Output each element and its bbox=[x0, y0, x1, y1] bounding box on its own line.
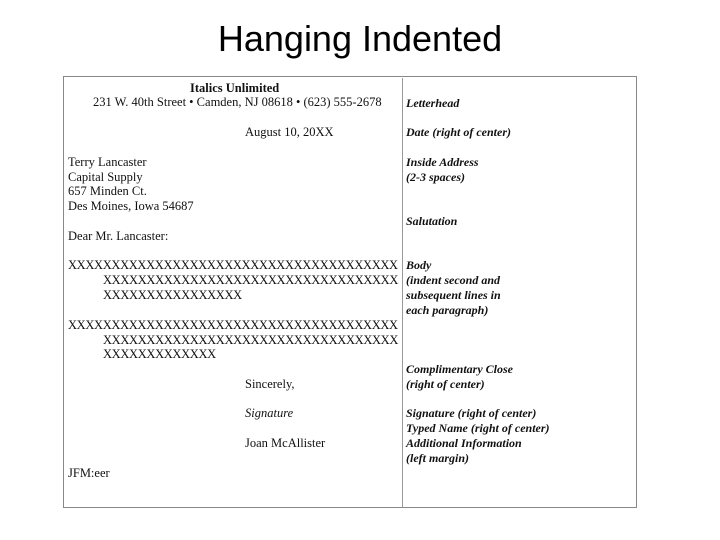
slide-title: Hanging Indented bbox=[217, 18, 503, 59]
inside-address-line: Des Moines, Iowa 54687 bbox=[68, 199, 194, 213]
inside-address-line: Capital Supply bbox=[68, 170, 143, 184]
body-paragraph-line: XXXXXXXXXXXXX bbox=[103, 347, 216, 361]
signature: Signature bbox=[245, 406, 294, 420]
body-paragraph-line: XXXXXXXXXXXXXXXXXXXXXXXXXXXXXXXXXXXXXX bbox=[68, 258, 398, 272]
label-typed-name: Typed Name (right of center) bbox=[406, 421, 550, 435]
label-body-note: (indent second and bbox=[406, 273, 501, 287]
label-inside-address-note: (2-3 spaces) bbox=[406, 170, 465, 184]
company-address: 231 W. 40th Street • Camden, NJ 08618 • (623) 555-2678 bbox=[93, 95, 382, 109]
inside-address-line: 657 Minden Ct. bbox=[68, 184, 147, 198]
body-paragraph-line: XXXXXXXXXXXXXXXXXXXXXXXXXXXXXXXXXX bbox=[103, 333, 399, 347]
label-salutation: Salutation bbox=[406, 214, 458, 228]
body-paragraph-line: XXXXXXXXXXXXXXXX bbox=[103, 288, 242, 302]
salutation: Dear Mr. Lancaster: bbox=[68, 229, 169, 243]
label-inside-address: Inside Address bbox=[406, 155, 479, 169]
complimentary-close: Sincerely, bbox=[245, 377, 295, 391]
label-additional-info: Additional Information bbox=[406, 436, 522, 450]
letter-date: August 10, 20XX bbox=[245, 125, 334, 139]
label-letterhead: Letterhead bbox=[406, 96, 460, 110]
typed-name: Joan McAllister bbox=[245, 436, 326, 450]
inside-address-line: Terry Lancaster bbox=[68, 155, 147, 169]
label-body-note: each paragraph) bbox=[406, 303, 489, 317]
reference-initials: JFM:eer bbox=[68, 466, 110, 480]
label-signature: Signature (right of center) bbox=[406, 406, 537, 420]
label-complimentary-close: Complimentary Close bbox=[406, 362, 514, 376]
body-paragraph-line: XXXXXXXXXXXXXXXXXXXXXXXXXXXXXXXXXXXXXX bbox=[68, 318, 398, 332]
label-date: Date (right of center) bbox=[406, 125, 511, 139]
label-additional-info-note: (left margin) bbox=[406, 451, 469, 465]
company-name: Italics Unlimited bbox=[190, 81, 280, 95]
label-body-note: subsequent lines in bbox=[406, 288, 501, 302]
column-divider bbox=[402, 78, 403, 508]
body-paragraph-line: XXXXXXXXXXXXXXXXXXXXXXXXXXXXXXXXXX bbox=[103, 273, 399, 287]
label-body: Body bbox=[406, 258, 432, 272]
label-complimentary-close-note: (right of center) bbox=[406, 377, 485, 391]
